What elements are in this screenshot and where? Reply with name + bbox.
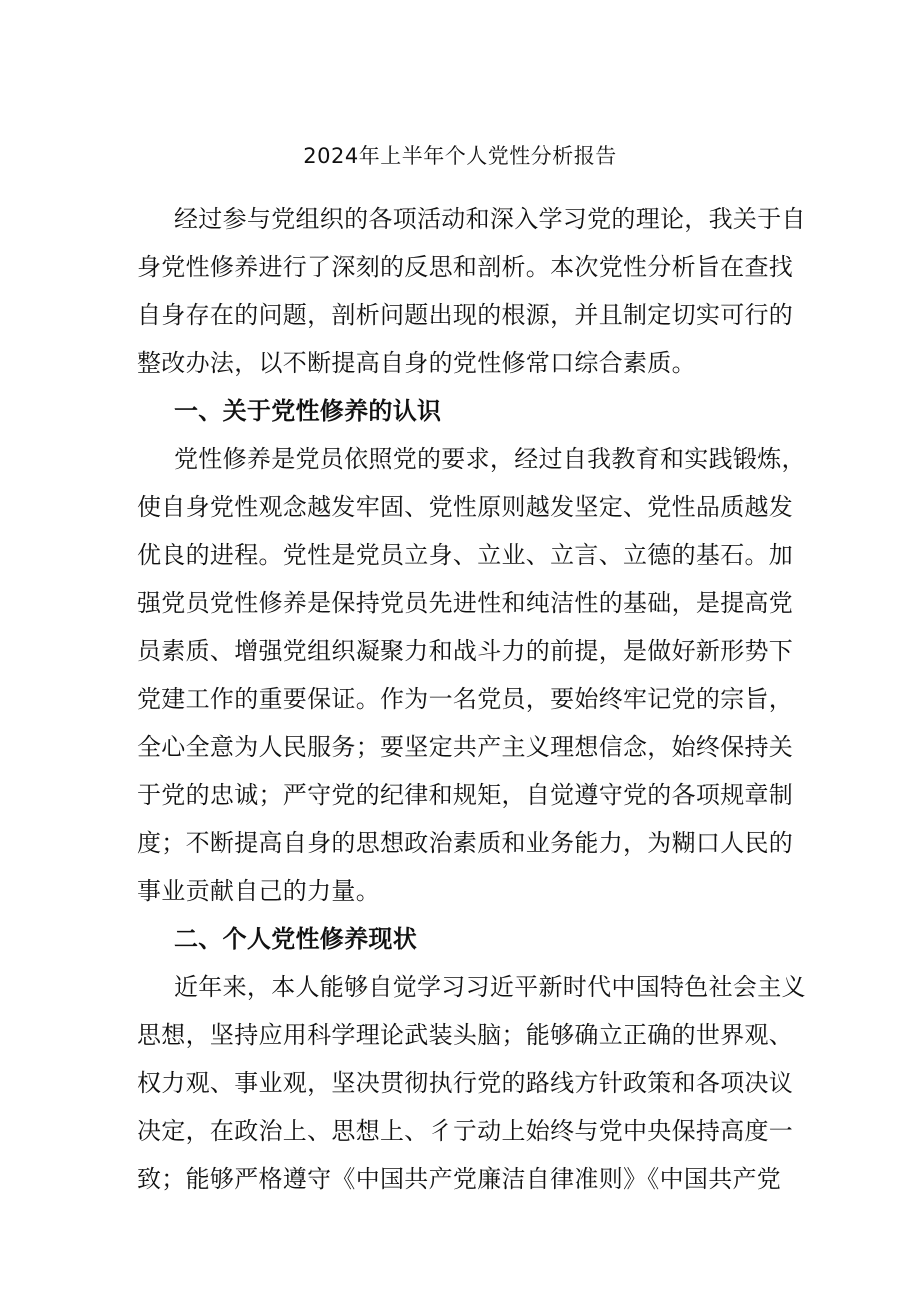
text-line: 于党的忠诚；严守党的纪律和规矩，自觉遵守党的各项规章制 [137,781,794,809]
text-line: 经过参与党组织的各项活动和深入学习党的理论，我关于自 [174,205,806,233]
text-line: 党建工作的重要保证。作为一名党员，要始终牢记党的宗旨， [137,685,794,713]
text-line: 整改办法，以不断提高自身的党性修常口综合素质。 [137,349,696,377]
text-line: 强党员党性修养是保持党员先进性和纯洁性的基础，是提高党 [137,589,794,617]
text-line: 致；能够严格遵守《中国共产党廉洁自律准则》《中国共产党 [137,1165,782,1193]
text-line: 身党性修养进行了深刻的反思和剖析。本次党性分析旨在查找 [137,253,794,281]
text-line: 度；不断提高自身的思想政治素质和业务能力，为糊口人民的 [137,829,794,857]
text-line: 思想，坚持应用科学理论武装头脑；能够确立正确的世界观、 [137,1021,794,1049]
section-heading [137,915,777,963]
section1-paragraph [137,435,806,915]
intro-paragraph [137,195,806,387]
section-heading-text: 一、关于党性修养的认识 [174,397,442,425]
text-line: 党性修养是党员依照党的要求，经过自我教育和实践锻炼， [174,445,806,473]
text-line: 决定，在政治上、思想上、彳亍动上始终与党中央保持高度一 [137,1117,794,1145]
text-line: 全心全意为人民服务；要坚定共产主义理想信念，始终保持关 [137,733,794,761]
text-line: 近年来，本人能够自觉学习习近平新时代中国特色社会主义 [174,973,806,1001]
text-line: 优良的进程。党性是党员立身、立业、立言、立德的基石。加 [137,541,794,569]
text-line: 员素质、增强党组织凝聚力和战斗力的前提，是做好新形势下 [137,637,794,665]
section-heading [137,387,777,435]
text-line: 事业贡献自己的力量。 [137,877,380,905]
section2-paragraph [137,963,806,1203]
text-line: 自身存在的问题，剖析问题出现的根源，并且制定切实可行的 [137,301,794,329]
document-body [137,195,806,1203]
text-line: 权力观、事业观，坚决贯彻执行党的路线方针政策和各项决议 [137,1069,794,1097]
section-heading-text: 二、个人党性修养现状 [174,925,417,953]
document-title: 2024年上半年个人党性分析报告 [303,144,617,168]
text-line: 使自身党性观念越发牢固、党性原则越发坚定、党性品质越发 [137,493,794,521]
